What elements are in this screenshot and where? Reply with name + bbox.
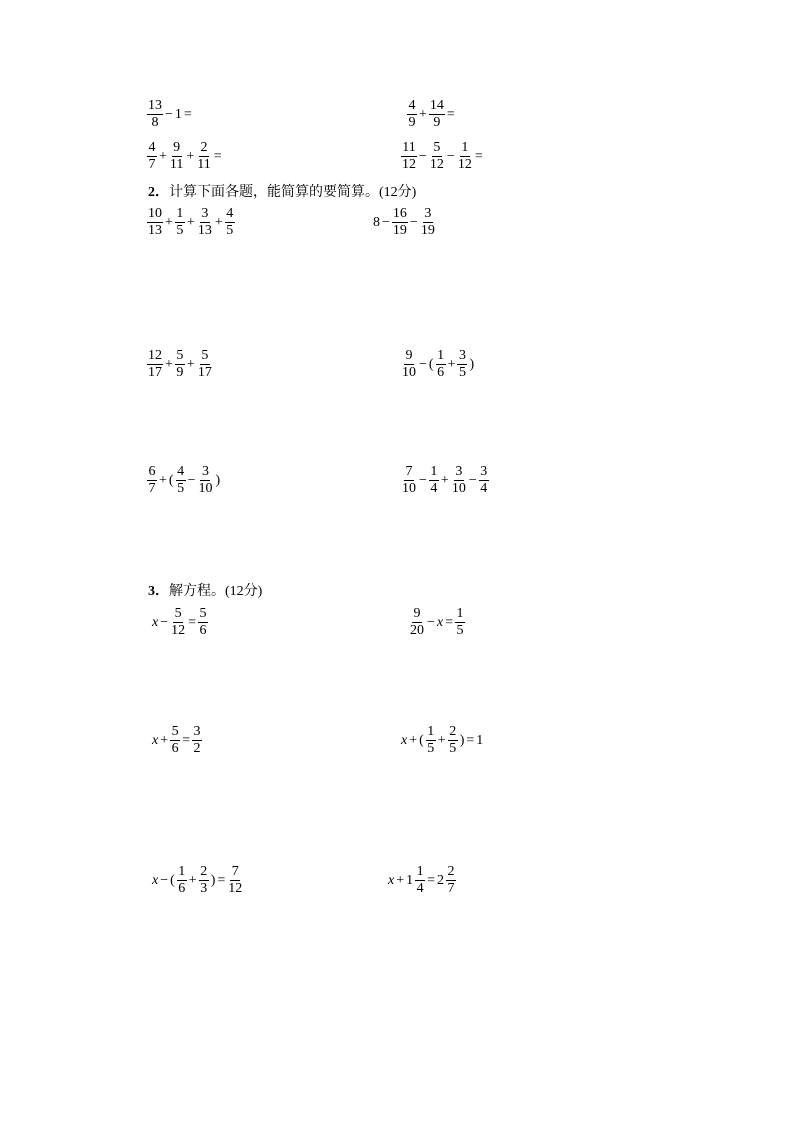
- section-3-heading: [148, 583, 262, 601]
- operator: =: [217, 872, 226, 888]
- operator: +: [160, 732, 169, 748]
- operator: +: [437, 732, 446, 748]
- denominator: 5: [456, 623, 464, 638]
- numerator: 3: [458, 348, 466, 363]
- variable: x: [152, 614, 159, 630]
- denominator: 10: [402, 481, 416, 496]
- numerator: 1: [427, 724, 435, 739]
- fraction: [429, 140, 445, 173]
- whole-part: 1: [406, 872, 414, 888]
- fraction: [147, 98, 163, 131]
- denominator: 5: [427, 741, 435, 756]
- denominator: 6: [178, 881, 186, 896]
- operator: +: [188, 872, 197, 888]
- numerator: 5: [176, 348, 184, 363]
- denominator: 19: [392, 223, 407, 238]
- fraction: [199, 864, 209, 897]
- denominator: 6: [199, 623, 207, 638]
- fraction: [429, 98, 445, 131]
- numerator: 5: [433, 140, 441, 155]
- fraction: [197, 348, 213, 381]
- denominator: 10: [198, 481, 213, 496]
- fraction: [225, 206, 235, 239]
- operator: =: [446, 106, 455, 122]
- operator: =: [427, 872, 436, 888]
- fraction: [429, 464, 439, 497]
- operator: (: [428, 356, 434, 372]
- numerator: 2: [200, 140, 208, 155]
- numerator: 16: [392, 206, 407, 221]
- fraction: [409, 606, 425, 639]
- calc-problem: [400, 464, 490, 497]
- equation: [151, 864, 244, 897]
- denominator: 9: [176, 365, 184, 380]
- operator: ): [459, 732, 465, 748]
- numerator: 3: [201, 464, 209, 479]
- denominator: 9: [408, 115, 416, 130]
- fraction: [169, 140, 184, 173]
- denominator: 5: [458, 365, 466, 380]
- denominator: 5: [449, 741, 457, 756]
- operator: +: [186, 148, 195, 164]
- operator: =: [188, 614, 197, 630]
- calc-expression: [406, 98, 456, 131]
- numerator: 4: [408, 98, 416, 113]
- denominator: 12: [402, 157, 416, 172]
- section-title: 计算下面各题，能简算的要简算。(12分): [169, 185, 417, 200]
- numerator: 9: [173, 140, 181, 155]
- numerator: 14: [429, 98, 444, 113]
- numerator: 13: [148, 98, 162, 113]
- section-number: 2．: [148, 185, 169, 200]
- operator: +: [409, 732, 418, 748]
- denominator: 4: [480, 481, 488, 496]
- numerator: 7: [231, 864, 239, 879]
- operator: =: [182, 732, 191, 748]
- calc-expression: [146, 98, 193, 131]
- denominator: 7: [148, 157, 156, 172]
- operator: −: [446, 148, 455, 164]
- numerator: 2: [447, 864, 455, 879]
- fraction: [457, 348, 467, 381]
- section-number: 3．: [148, 584, 169, 599]
- numerator: 1: [178, 864, 186, 879]
- fraction: [147, 206, 163, 239]
- numerator: 2: [449, 724, 457, 739]
- denominator: 12: [171, 623, 186, 638]
- numerator: 4: [226, 206, 234, 221]
- denominator: 9: [433, 115, 441, 130]
- denominator: 13: [148, 223, 162, 238]
- mixed-number: [436, 864, 457, 897]
- numerator: 1: [461, 140, 469, 155]
- numerator: 5: [199, 606, 207, 621]
- operator: =: [213, 148, 222, 164]
- mixed-number: [405, 864, 426, 897]
- fraction: [420, 206, 436, 239]
- denominator: 3: [200, 881, 208, 896]
- fraction: [451, 464, 467, 497]
- numerator: 10: [148, 206, 162, 221]
- numerator: 9: [405, 348, 413, 363]
- operator: 8: [373, 214, 380, 230]
- numerator: 2: [200, 864, 208, 879]
- numerator: 3: [193, 724, 201, 739]
- calc-expression: [146, 140, 223, 173]
- operator: ): [469, 356, 475, 372]
- denominator: 6: [171, 741, 179, 756]
- operator: +: [396, 872, 405, 888]
- operator: ): [215, 472, 221, 488]
- denominator: 11: [169, 157, 184, 172]
- denominator: 11: [197, 157, 211, 172]
- numerator: 4: [148, 140, 156, 155]
- fraction: [426, 724, 436, 757]
- operator: −: [468, 472, 477, 488]
- operator: ): [210, 872, 216, 888]
- equation: [387, 864, 457, 897]
- calc-problem: [372, 206, 437, 239]
- numerator: 1: [430, 464, 438, 479]
- section-title: 解方程。(12分): [169, 584, 263, 599]
- equation: [400, 724, 484, 757]
- numerator: 1: [456, 606, 464, 621]
- operator: +: [186, 214, 195, 230]
- fraction: [455, 606, 465, 639]
- fraction: [401, 140, 417, 173]
- operator: +: [440, 472, 449, 488]
- fraction: [227, 864, 243, 897]
- section-2-heading: [148, 184, 416, 202]
- fraction: [170, 724, 180, 757]
- calc-expression: [400, 140, 484, 173]
- variable: x: [388, 872, 395, 888]
- calc-problem: [146, 348, 214, 381]
- fraction: [147, 348, 163, 381]
- numerator: 5: [171, 724, 179, 739]
- operator: +: [159, 148, 167, 164]
- denominator: 4: [416, 881, 424, 896]
- denominator: 17: [148, 365, 162, 380]
- fraction: [192, 724, 202, 757]
- denominator: 5: [226, 223, 234, 238]
- fraction: [196, 140, 211, 173]
- variable: x: [152, 872, 159, 888]
- fraction: [198, 606, 208, 639]
- operator: +: [214, 214, 223, 230]
- denominator: 13: [197, 223, 212, 238]
- equation: [151, 606, 209, 639]
- denominator: 5: [177, 481, 185, 496]
- numerator: 11: [402, 140, 416, 155]
- numerator: 1: [437, 348, 445, 363]
- denominator: 10: [451, 481, 466, 496]
- operator: =: [466, 732, 475, 748]
- fraction: [407, 98, 417, 131]
- operator: 1: [174, 106, 182, 122]
- denominator: 8: [151, 115, 159, 130]
- operator: +: [165, 356, 173, 372]
- operator: −: [409, 214, 418, 230]
- denominator: 2: [193, 741, 201, 756]
- variable: x: [401, 732, 408, 748]
- fraction: [479, 464, 489, 497]
- numerator: 5: [174, 606, 182, 621]
- fraction: [147, 464, 157, 497]
- calc-problem: [146, 206, 236, 239]
- operator: =: [474, 148, 483, 164]
- denominator: 6: [437, 365, 445, 380]
- operator: (: [419, 732, 424, 748]
- operator: +: [419, 106, 427, 122]
- operator: =: [445, 614, 454, 630]
- operator: −: [160, 614, 169, 630]
- denominator: 12: [457, 157, 472, 172]
- operator: +: [186, 356, 195, 372]
- numerator: 6: [148, 464, 156, 479]
- operator: −: [165, 106, 173, 122]
- denominator: 19: [420, 223, 435, 238]
- fraction: [401, 348, 417, 381]
- operator: −: [419, 356, 427, 372]
- denominator: 12: [429, 157, 444, 172]
- fraction: [415, 864, 425, 897]
- variable: x: [436, 614, 444, 630]
- numerator: 7: [405, 464, 413, 479]
- numerator: 1: [176, 206, 184, 221]
- fraction: [177, 864, 187, 897]
- denominator: 12: [228, 881, 243, 896]
- equation: [151, 724, 203, 757]
- operator: −: [419, 148, 427, 164]
- operator: 1: [476, 732, 484, 748]
- numerator: 3: [455, 464, 463, 479]
- fraction: [175, 348, 185, 381]
- calc-problem: [146, 464, 221, 497]
- denominator: 10: [402, 365, 416, 380]
- denominator: 5: [176, 223, 184, 238]
- numerator: 12: [148, 348, 162, 363]
- denominator: 7: [447, 881, 455, 896]
- fraction: [392, 206, 408, 239]
- denominator: 17: [197, 365, 212, 380]
- whole-part: 2: [437, 872, 445, 888]
- fraction: [175, 206, 185, 239]
- operator: +: [447, 356, 456, 372]
- fraction: [436, 348, 446, 381]
- denominator: 7: [148, 481, 156, 496]
- fraction: [170, 606, 186, 639]
- operator: −: [419, 472, 427, 488]
- fraction: [446, 864, 456, 897]
- operator: −: [187, 472, 196, 488]
- operator: +: [165, 214, 173, 230]
- operator: (: [170, 872, 175, 888]
- numerator: 1: [416, 864, 424, 879]
- fraction: [147, 140, 157, 173]
- numerator: 3: [480, 464, 488, 479]
- numerator: 3: [201, 206, 209, 221]
- fraction: [197, 206, 213, 239]
- numerator: 9: [413, 606, 421, 621]
- numerator: 3: [424, 206, 432, 221]
- denominator: 20: [410, 623, 424, 638]
- fraction: [176, 464, 186, 497]
- fraction: [457, 140, 473, 173]
- numerator: 4: [177, 464, 185, 479]
- fraction: [448, 724, 458, 757]
- operator: −: [160, 872, 169, 888]
- calc-problem: [400, 348, 475, 381]
- operator: −: [427, 614, 435, 630]
- operator: −: [382, 214, 390, 230]
- numerator: 5: [201, 348, 209, 363]
- variable: x: [152, 732, 159, 748]
- fraction: [401, 464, 417, 497]
- operator: =: [183, 106, 192, 122]
- equation: [408, 606, 466, 639]
- fraction: [197, 464, 213, 497]
- operator: +: [159, 472, 167, 488]
- denominator: 4: [430, 481, 438, 496]
- operator: (: [168, 472, 174, 488]
